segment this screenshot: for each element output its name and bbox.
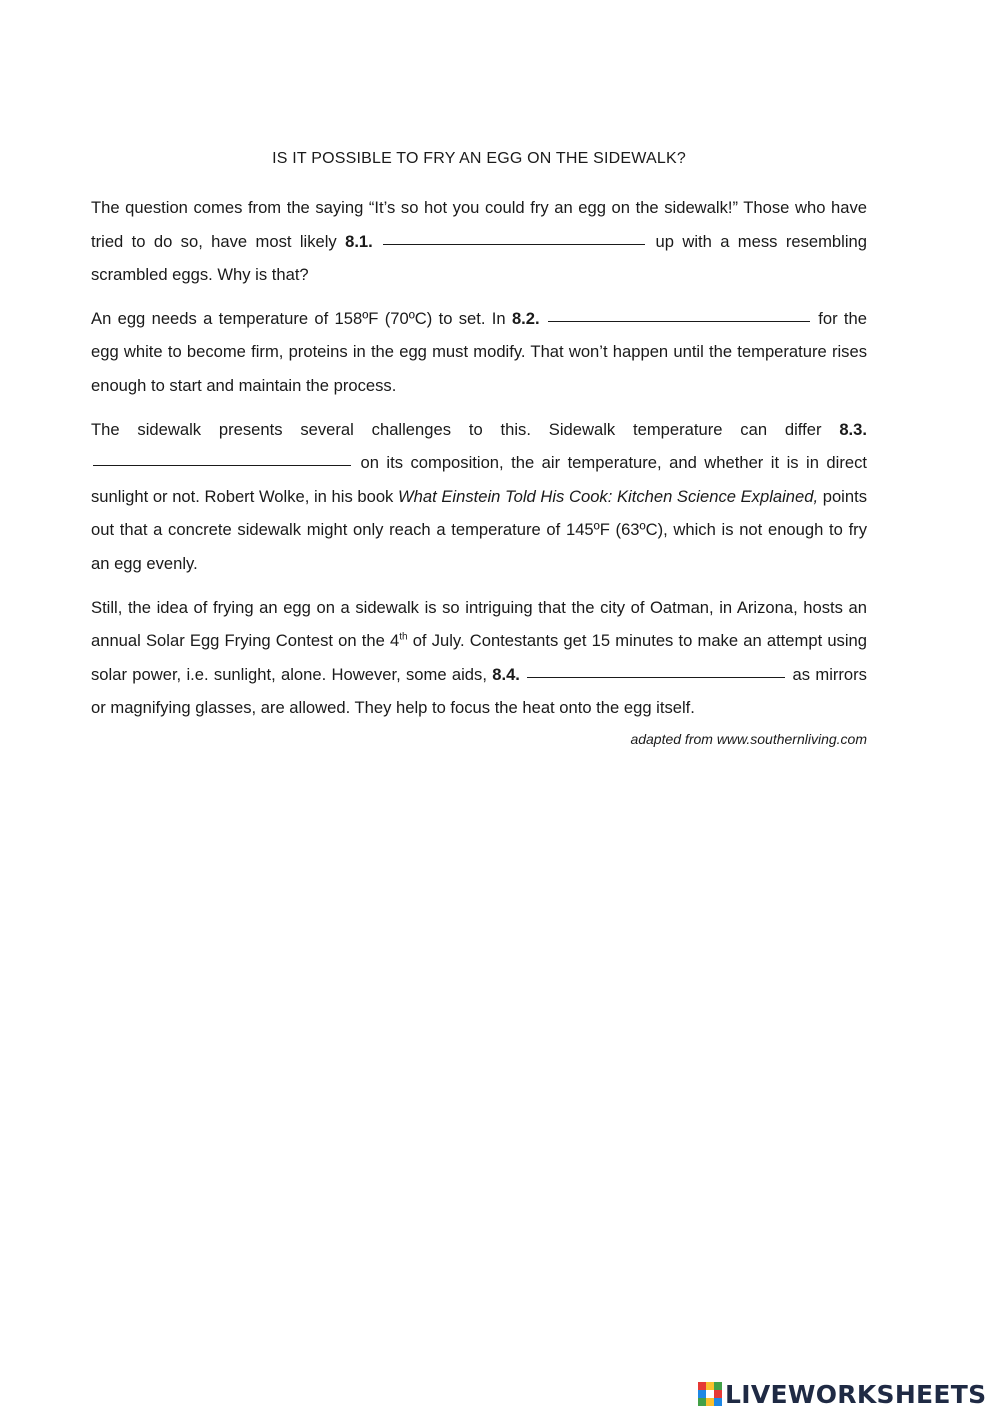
answer-blank-8-2[interactable] [548, 302, 810, 322]
paragraph-3-text-b: on its composition, the air temperature, and whether it is in direct sunlight or not. Robert Wolke, in his book [91, 453, 867, 506]
paragraph-4-text-a: Still, the idea of frying an egg on a sidewalk is so intriguing that the city of Oatman, in Arizona, hosts an annual Solar Egg Frying Contest on the 4 [91, 597, 867, 651]
paragraph-3-text-a: The sidewalk presents several challenges to this. Sidewalk temperature can differ [91, 419, 840, 439]
liveworksheets-logo-icon [698, 1382, 722, 1406]
answer-blank-8-4[interactable] [527, 658, 785, 678]
paragraph-1-text-a: The question comes from the saying “It’s so hot you could fry an egg on the sidewalk!” Those who have tried to do so, have most likely [91, 198, 867, 251]
book-title: What Einstein Told His Cook: Kitchen Science Explained, [397, 486, 819, 506]
question-number-8-4: 8.4. [492, 664, 520, 684]
answer-blank-8-1[interactable] [383, 225, 645, 245]
question-number-8-3: 8.3. [839, 419, 867, 439]
paragraph-1-text-b: up with a mess resembling scrambled eggs. Why is that? [91, 231, 867, 285]
paragraph-1 [91, 191, 867, 292]
liveworksheets-brand-text: LIVEWORKSHEETS [725, 1379, 987, 1409]
answer-blank-8-3[interactable] [93, 446, 351, 466]
paragraph-2-text-b: for the egg white to become firm, proteins in the egg must modify. That won’t happen until the temperature rises enough to start and maintain the process. [91, 308, 867, 395]
worksheet-title: IS IT POSSIBLE TO FRY AN EGG ON THE SIDEWALK? [272, 150, 686, 167]
paragraph-2 [91, 302, 867, 403]
source-citation: adapted from www.southernliving.com [630, 730, 867, 747]
liveworksheets-logo[interactable] [698, 1378, 986, 1410]
question-number-8-2: 8.2. [511, 308, 540, 328]
worksheet-page [91, 148, 867, 749]
paragraph-4 [91, 591, 867, 725]
paragraph-2-text-a: An egg needs a temperature of 158ºF (70ºC) to set. In [91, 308, 512, 328]
paragraph-4-text-c: as mirrors or magnifying glasses, are allowed. They help to focus the heat onto the egg itself. [91, 664, 867, 718]
paragraph-3-text-c: points out that a concrete sidewalk might only reach a temperature of 145ºF (63ºC), which is not enough to fry an egg evenly. [91, 486, 868, 573]
question-number-8-1: 8.1. [345, 231, 373, 251]
paragraph-3 [91, 413, 867, 581]
paragraph-4-text-b: of July. Contestants get 15 minutes to make an attempt using solar power, i.e. sunlight, alone. However, some aids, [91, 631, 867, 684]
ordinal-suffix: th [399, 631, 408, 643]
